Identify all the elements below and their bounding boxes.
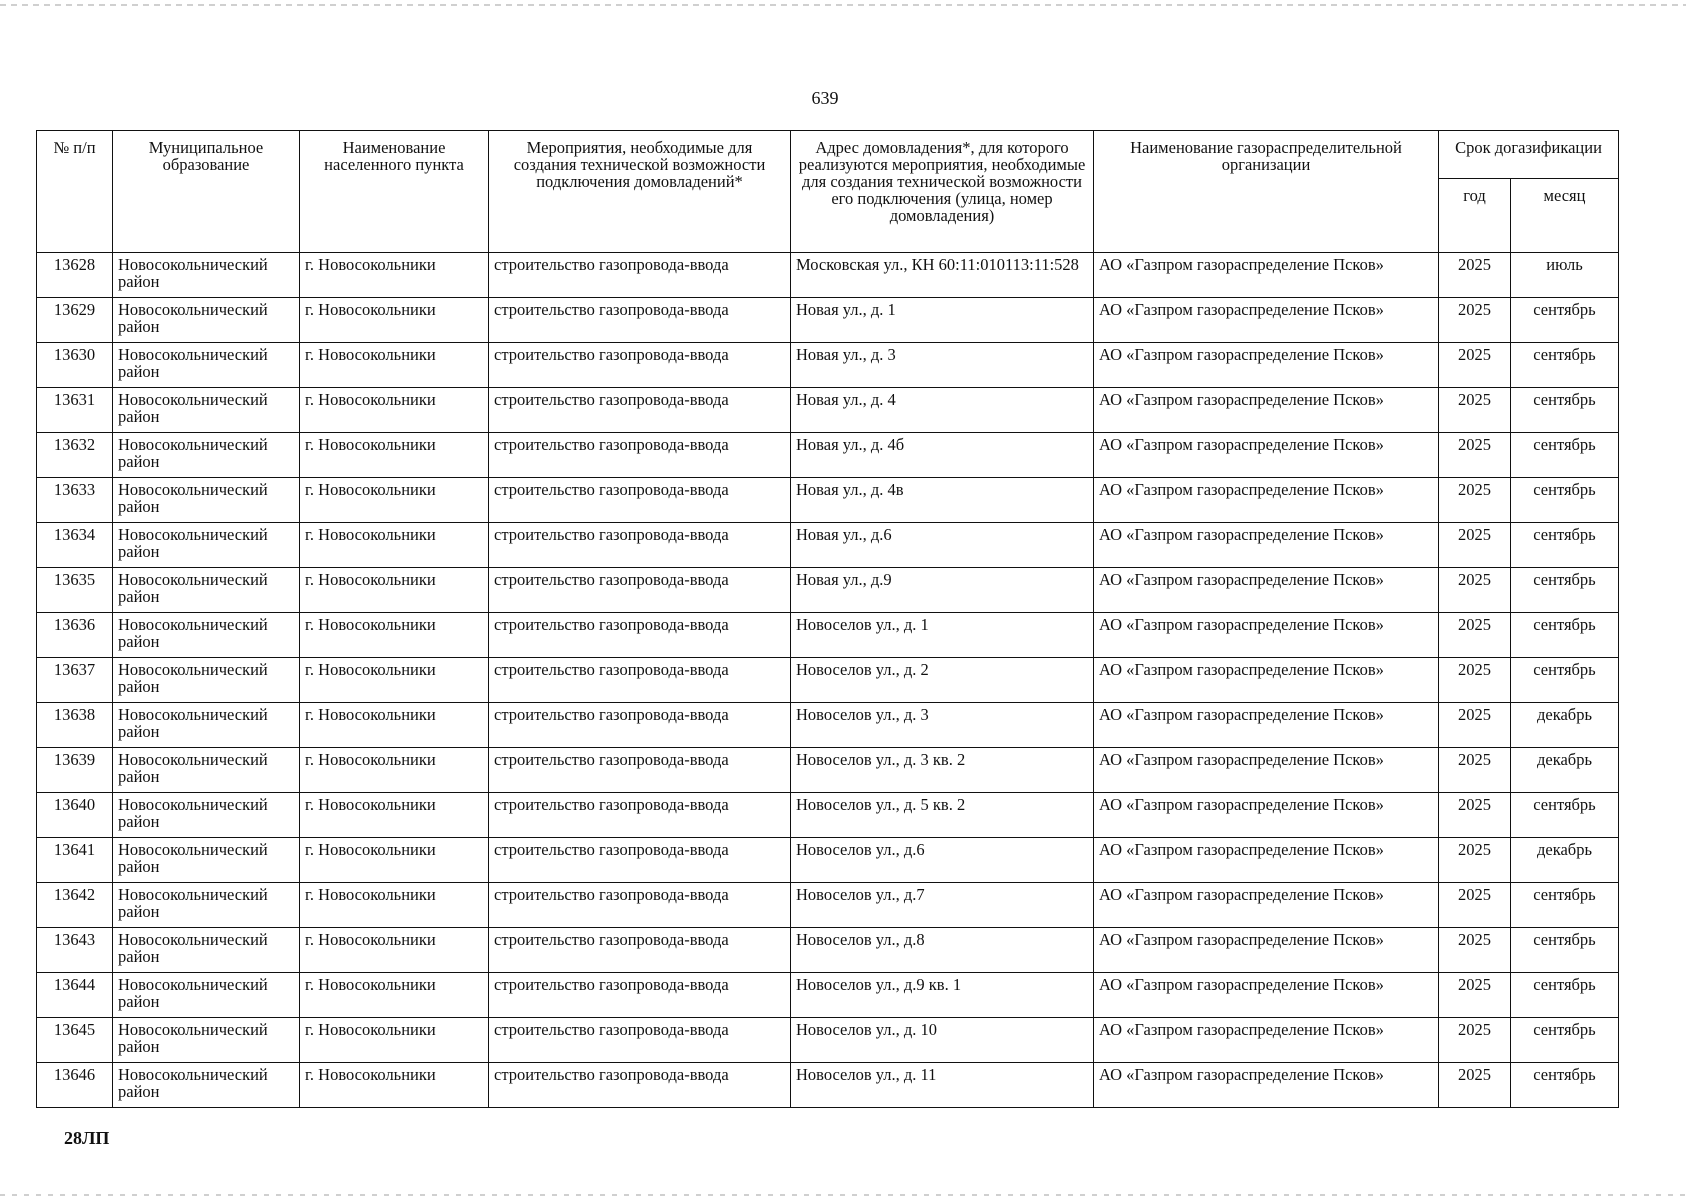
cell-settlement: г. Новосокольники <box>300 883 489 928</box>
cell-year: 2025 <box>1439 928 1511 973</box>
cell-settlement: г. Новосокольники <box>300 838 489 883</box>
table-row <box>37 523 1619 568</box>
cell-num: 13635 <box>37 568 113 613</box>
cell-address: Новоселов ул., д.8 <box>791 928 1094 973</box>
cell-year: 2025 <box>1439 658 1511 703</box>
cell-address: Новая ул., д.9 <box>791 568 1094 613</box>
cell-municipality: Новосокольнический район <box>113 568 300 613</box>
table-body <box>37 253 1619 1108</box>
cell-year: 2025 <box>1439 883 1511 928</box>
cell-month: сентябрь <box>1511 523 1619 568</box>
cell-month: сентябрь <box>1511 343 1619 388</box>
cell-address: Новоселов ул., д.6 <box>791 838 1094 883</box>
cell-year: 2025 <box>1439 838 1511 883</box>
cell-municipality: Новосокольнический район <box>113 1018 300 1063</box>
cell-month: сентябрь <box>1511 388 1619 433</box>
page-number: 639 <box>811 88 839 108</box>
header-month: месяц <box>1511 179 1619 253</box>
cell-address: Новоселов ул., д. 5 кв. 2 <box>791 793 1094 838</box>
cell-municipality: Новосокольнический район <box>113 253 300 298</box>
cell-municipality: Новосокольнический район <box>113 838 300 883</box>
cell-month: сентябрь <box>1511 478 1619 523</box>
cell-month: сентябрь <box>1511 613 1619 658</box>
cell-num: 13644 <box>37 973 113 1018</box>
cell-address: Московская ул., КН 60:11:010113:11:528 <box>791 253 1094 298</box>
cell-num: 13641 <box>37 838 113 883</box>
cell-month: сентябрь <box>1511 883 1619 928</box>
cell-org: АО «Газпром газораспределение Псков» <box>1094 613 1439 658</box>
table-row <box>37 298 1619 343</box>
cell-year: 2025 <box>1439 523 1511 568</box>
cell-settlement: г. Новосокольники <box>300 658 489 703</box>
cell-month: сентябрь <box>1511 1063 1619 1108</box>
cell-address: Новоселов ул., д. 3 <box>791 703 1094 748</box>
cell-measure: строительство газопровода-ввода <box>489 613 791 658</box>
header-measures: Мероприятия, необходимые для создания технической возможности подключения домовладений* <box>489 131 791 253</box>
cell-settlement: г. Новосокольники <box>300 748 489 793</box>
cell-measure: строительство газопровода-ввода <box>489 838 791 883</box>
cell-measure: строительство газопровода-ввода <box>489 748 791 793</box>
cell-org: АО «Газпром газораспределение Псков» <box>1094 1018 1439 1063</box>
table-header <box>37 131 1619 253</box>
cell-settlement: г. Новосокольники <box>300 793 489 838</box>
cell-measure: строительство газопровода-ввода <box>489 883 791 928</box>
cell-num: 13639 <box>37 748 113 793</box>
cell-municipality: Новосокольнический район <box>113 793 300 838</box>
table-row <box>37 388 1619 433</box>
cell-municipality: Новосокольнический район <box>113 523 300 568</box>
cell-address: Новая ул., д. 4б <box>791 433 1094 478</box>
cell-municipality: Новосокольнический район <box>113 343 300 388</box>
cell-measure: строительство газопровода-ввода <box>489 793 791 838</box>
cell-municipality: Новосокольнический район <box>113 1063 300 1108</box>
table-row <box>37 1063 1619 1108</box>
table-row <box>37 343 1619 388</box>
cell-settlement: г. Новосокольники <box>300 433 489 478</box>
cell-num: 13645 <box>37 1018 113 1063</box>
cell-num: 13646 <box>37 1063 113 1108</box>
cell-measure: строительство газопровода-ввода <box>489 1063 791 1108</box>
cell-month: сентябрь <box>1511 973 1619 1018</box>
cell-settlement: г. Новосокольники <box>300 973 489 1018</box>
cell-measure: строительство газопровода-ввода <box>489 1018 791 1063</box>
cell-address: Новоселов ул., д.7 <box>791 883 1094 928</box>
table-row <box>37 703 1619 748</box>
cell-settlement: г. Новосокольники <box>300 1018 489 1063</box>
header-year: год <box>1439 179 1511 253</box>
cell-org: АО «Газпром газораспределение Псков» <box>1094 928 1439 973</box>
cell-municipality: Новосокольнический район <box>113 883 300 928</box>
cell-year: 2025 <box>1439 568 1511 613</box>
scan-edge-top <box>0 4 1686 6</box>
cell-measure: строительство газопровода-ввода <box>489 388 791 433</box>
cell-settlement: г. Новосокольники <box>300 343 489 388</box>
cell-settlement: г. Новосокольники <box>300 1063 489 1108</box>
cell-address: Новоселов ул., д. 1 <box>791 613 1094 658</box>
cell-settlement: г. Новосокольники <box>300 253 489 298</box>
cell-address: Новоселов ул., д. 3 кв. 2 <box>791 748 1094 793</box>
cell-settlement: г. Новосокольники <box>300 928 489 973</box>
cell-org: АО «Газпром газораспределение Псков» <box>1094 748 1439 793</box>
cell-year: 2025 <box>1439 793 1511 838</box>
cell-org: АО «Газпром газораспределение Псков» <box>1094 298 1439 343</box>
cell-measure: строительство газопровода-ввода <box>489 298 791 343</box>
cell-org: АО «Газпром газораспределение Псков» <box>1094 1063 1439 1108</box>
cell-year: 2025 <box>1439 1063 1511 1108</box>
cell-settlement: г. Новосокольники <box>300 613 489 658</box>
cell-measure: строительство газопровода-ввода <box>489 253 791 298</box>
cell-num: 13632 <box>37 433 113 478</box>
table-row <box>37 568 1619 613</box>
cell-num: 13630 <box>37 343 113 388</box>
cell-municipality: Новосокольнический район <box>113 388 300 433</box>
table-row <box>37 748 1619 793</box>
cell-settlement: г. Новосокольники <box>300 568 489 613</box>
cell-address: Новоселов ул., д. 2 <box>791 658 1094 703</box>
table-row <box>37 928 1619 973</box>
cell-num: 13638 <box>37 703 113 748</box>
header-num: № п/п <box>37 131 113 253</box>
cell-month: сентябрь <box>1511 793 1619 838</box>
cell-municipality: Новосокольнический район <box>113 748 300 793</box>
cell-org: АО «Газпром газораспределение Псков» <box>1094 568 1439 613</box>
cell-settlement: г. Новосокольники <box>300 703 489 748</box>
cell-num: 13631 <box>37 388 113 433</box>
cell-org: АО «Газпром газораспределение Псков» <box>1094 433 1439 478</box>
cell-num: 13629 <box>37 298 113 343</box>
cell-settlement: г. Новосокольники <box>300 523 489 568</box>
gasification-table-wrapper <box>36 130 1618 1108</box>
cell-municipality: Новосокольнический район <box>113 298 300 343</box>
scan-edge-bottom <box>0 1194 1686 1196</box>
cell-address: Новая ул., д. 1 <box>791 298 1094 343</box>
cell-org: АО «Газпром газораспределение Псков» <box>1094 793 1439 838</box>
header-municipality: Муниципальное образование <box>113 131 300 253</box>
cell-month: сентябрь <box>1511 433 1619 478</box>
cell-month: декабрь <box>1511 838 1619 883</box>
cell-settlement: г. Новосокольники <box>300 478 489 523</box>
cell-month: сентябрь <box>1511 298 1619 343</box>
cell-org: АО «Газпром газораспределение Псков» <box>1094 388 1439 433</box>
cell-year: 2025 <box>1439 613 1511 658</box>
cell-measure: строительство газопровода-ввода <box>489 703 791 748</box>
cell-address: Новая ул., д.6 <box>791 523 1094 568</box>
cell-measure: строительство газопровода-ввода <box>489 433 791 478</box>
table-row <box>37 973 1619 1018</box>
cell-municipality: Новосокольнический район <box>113 613 300 658</box>
cell-measure: строительство газопровода-ввода <box>489 973 791 1018</box>
cell-org: АО «Газпром газораспределение Псков» <box>1094 478 1439 523</box>
cell-num: 13628 <box>37 253 113 298</box>
cell-month: сентябрь <box>1511 568 1619 613</box>
cell-year: 2025 <box>1439 343 1511 388</box>
table-row <box>37 658 1619 703</box>
table-row <box>37 478 1619 523</box>
cell-address: Новая ул., д. 4 <box>791 388 1094 433</box>
cell-month: декабрь <box>1511 748 1619 793</box>
cell-org: АО «Газпром газораспределение Псков» <box>1094 253 1439 298</box>
cell-measure: строительство газопровода-ввода <box>489 343 791 388</box>
cell-month: июль <box>1511 253 1619 298</box>
cell-org: АО «Газпром газораспределение Псков» <box>1094 703 1439 748</box>
cell-num: 13642 <box>37 883 113 928</box>
cell-num: 13633 <box>37 478 113 523</box>
cell-year: 2025 <box>1439 388 1511 433</box>
gasification-table <box>36 130 1619 1108</box>
cell-num: 13643 <box>37 928 113 973</box>
cell-month: сентябрь <box>1511 1018 1619 1063</box>
cell-year: 2025 <box>1439 748 1511 793</box>
cell-org: АО «Газпром газораспределение Псков» <box>1094 883 1439 928</box>
footer-code: 28ЛП <box>64 1128 110 1148</box>
table-row <box>37 613 1619 658</box>
cell-settlement: г. Новосокольники <box>300 388 489 433</box>
cell-num: 13636 <box>37 613 113 658</box>
cell-address: Новая ул., д. 3 <box>791 343 1094 388</box>
cell-org: АО «Газпром газораспределение Псков» <box>1094 838 1439 883</box>
table-row <box>37 793 1619 838</box>
cell-municipality: Новосокольнический район <box>113 703 300 748</box>
cell-measure: строительство газопровода-ввода <box>489 523 791 568</box>
cell-measure: строительство газопровода-ввода <box>489 478 791 523</box>
header-org: Наименование газораспределительной организации <box>1094 131 1439 253</box>
cell-num: 13637 <box>37 658 113 703</box>
cell-municipality: Новосокольнический район <box>113 433 300 478</box>
cell-municipality: Новосокольнический район <box>113 658 300 703</box>
cell-measure: строительство газопровода-ввода <box>489 658 791 703</box>
table-row <box>37 433 1619 478</box>
cell-year: 2025 <box>1439 703 1511 748</box>
cell-num: 13640 <box>37 793 113 838</box>
cell-measure: строительство газопровода-ввода <box>489 568 791 613</box>
cell-address: Новоселов ул., д.9 кв. 1 <box>791 973 1094 1018</box>
header-deadline: Срок догазификации <box>1439 131 1619 179</box>
cell-org: АО «Газпром газораспределение Псков» <box>1094 973 1439 1018</box>
header-address: Адрес домовладения*, для которого реализуются мероприятия, необходимые для создания технической возможности его подключения (улица, номер домовладения) <box>791 131 1094 253</box>
cell-address: Новоселов ул., д. 11 <box>791 1063 1094 1108</box>
cell-month: сентябрь <box>1511 928 1619 973</box>
cell-org: АО «Газпром газораспределение Псков» <box>1094 343 1439 388</box>
cell-measure: строительство газопровода-ввода <box>489 928 791 973</box>
cell-year: 2025 <box>1439 973 1511 1018</box>
cell-address: Новоселов ул., д. 10 <box>791 1018 1094 1063</box>
cell-month: сентябрь <box>1511 658 1619 703</box>
table-row <box>37 838 1619 883</box>
cell-municipality: Новосокольнический район <box>113 478 300 523</box>
cell-year: 2025 <box>1439 298 1511 343</box>
cell-address: Новая ул., д. 4в <box>791 478 1094 523</box>
cell-num: 13634 <box>37 523 113 568</box>
cell-municipality: Новосокольнический район <box>113 928 300 973</box>
table-row <box>37 883 1619 928</box>
cell-year: 2025 <box>1439 433 1511 478</box>
cell-org: АО «Газпром газораспределение Псков» <box>1094 523 1439 568</box>
cell-month: декабрь <box>1511 703 1619 748</box>
cell-year: 2025 <box>1439 478 1511 523</box>
cell-year: 2025 <box>1439 1018 1511 1063</box>
table-row <box>37 1018 1619 1063</box>
table-row <box>37 253 1619 298</box>
cell-year: 2025 <box>1439 253 1511 298</box>
cell-org: АО «Газпром газораспределение Псков» <box>1094 658 1439 703</box>
cell-municipality: Новосокольнический район <box>113 973 300 1018</box>
header-settlement: Наименование населенного пункта <box>300 131 489 253</box>
cell-settlement: г. Новосокольники <box>300 298 489 343</box>
